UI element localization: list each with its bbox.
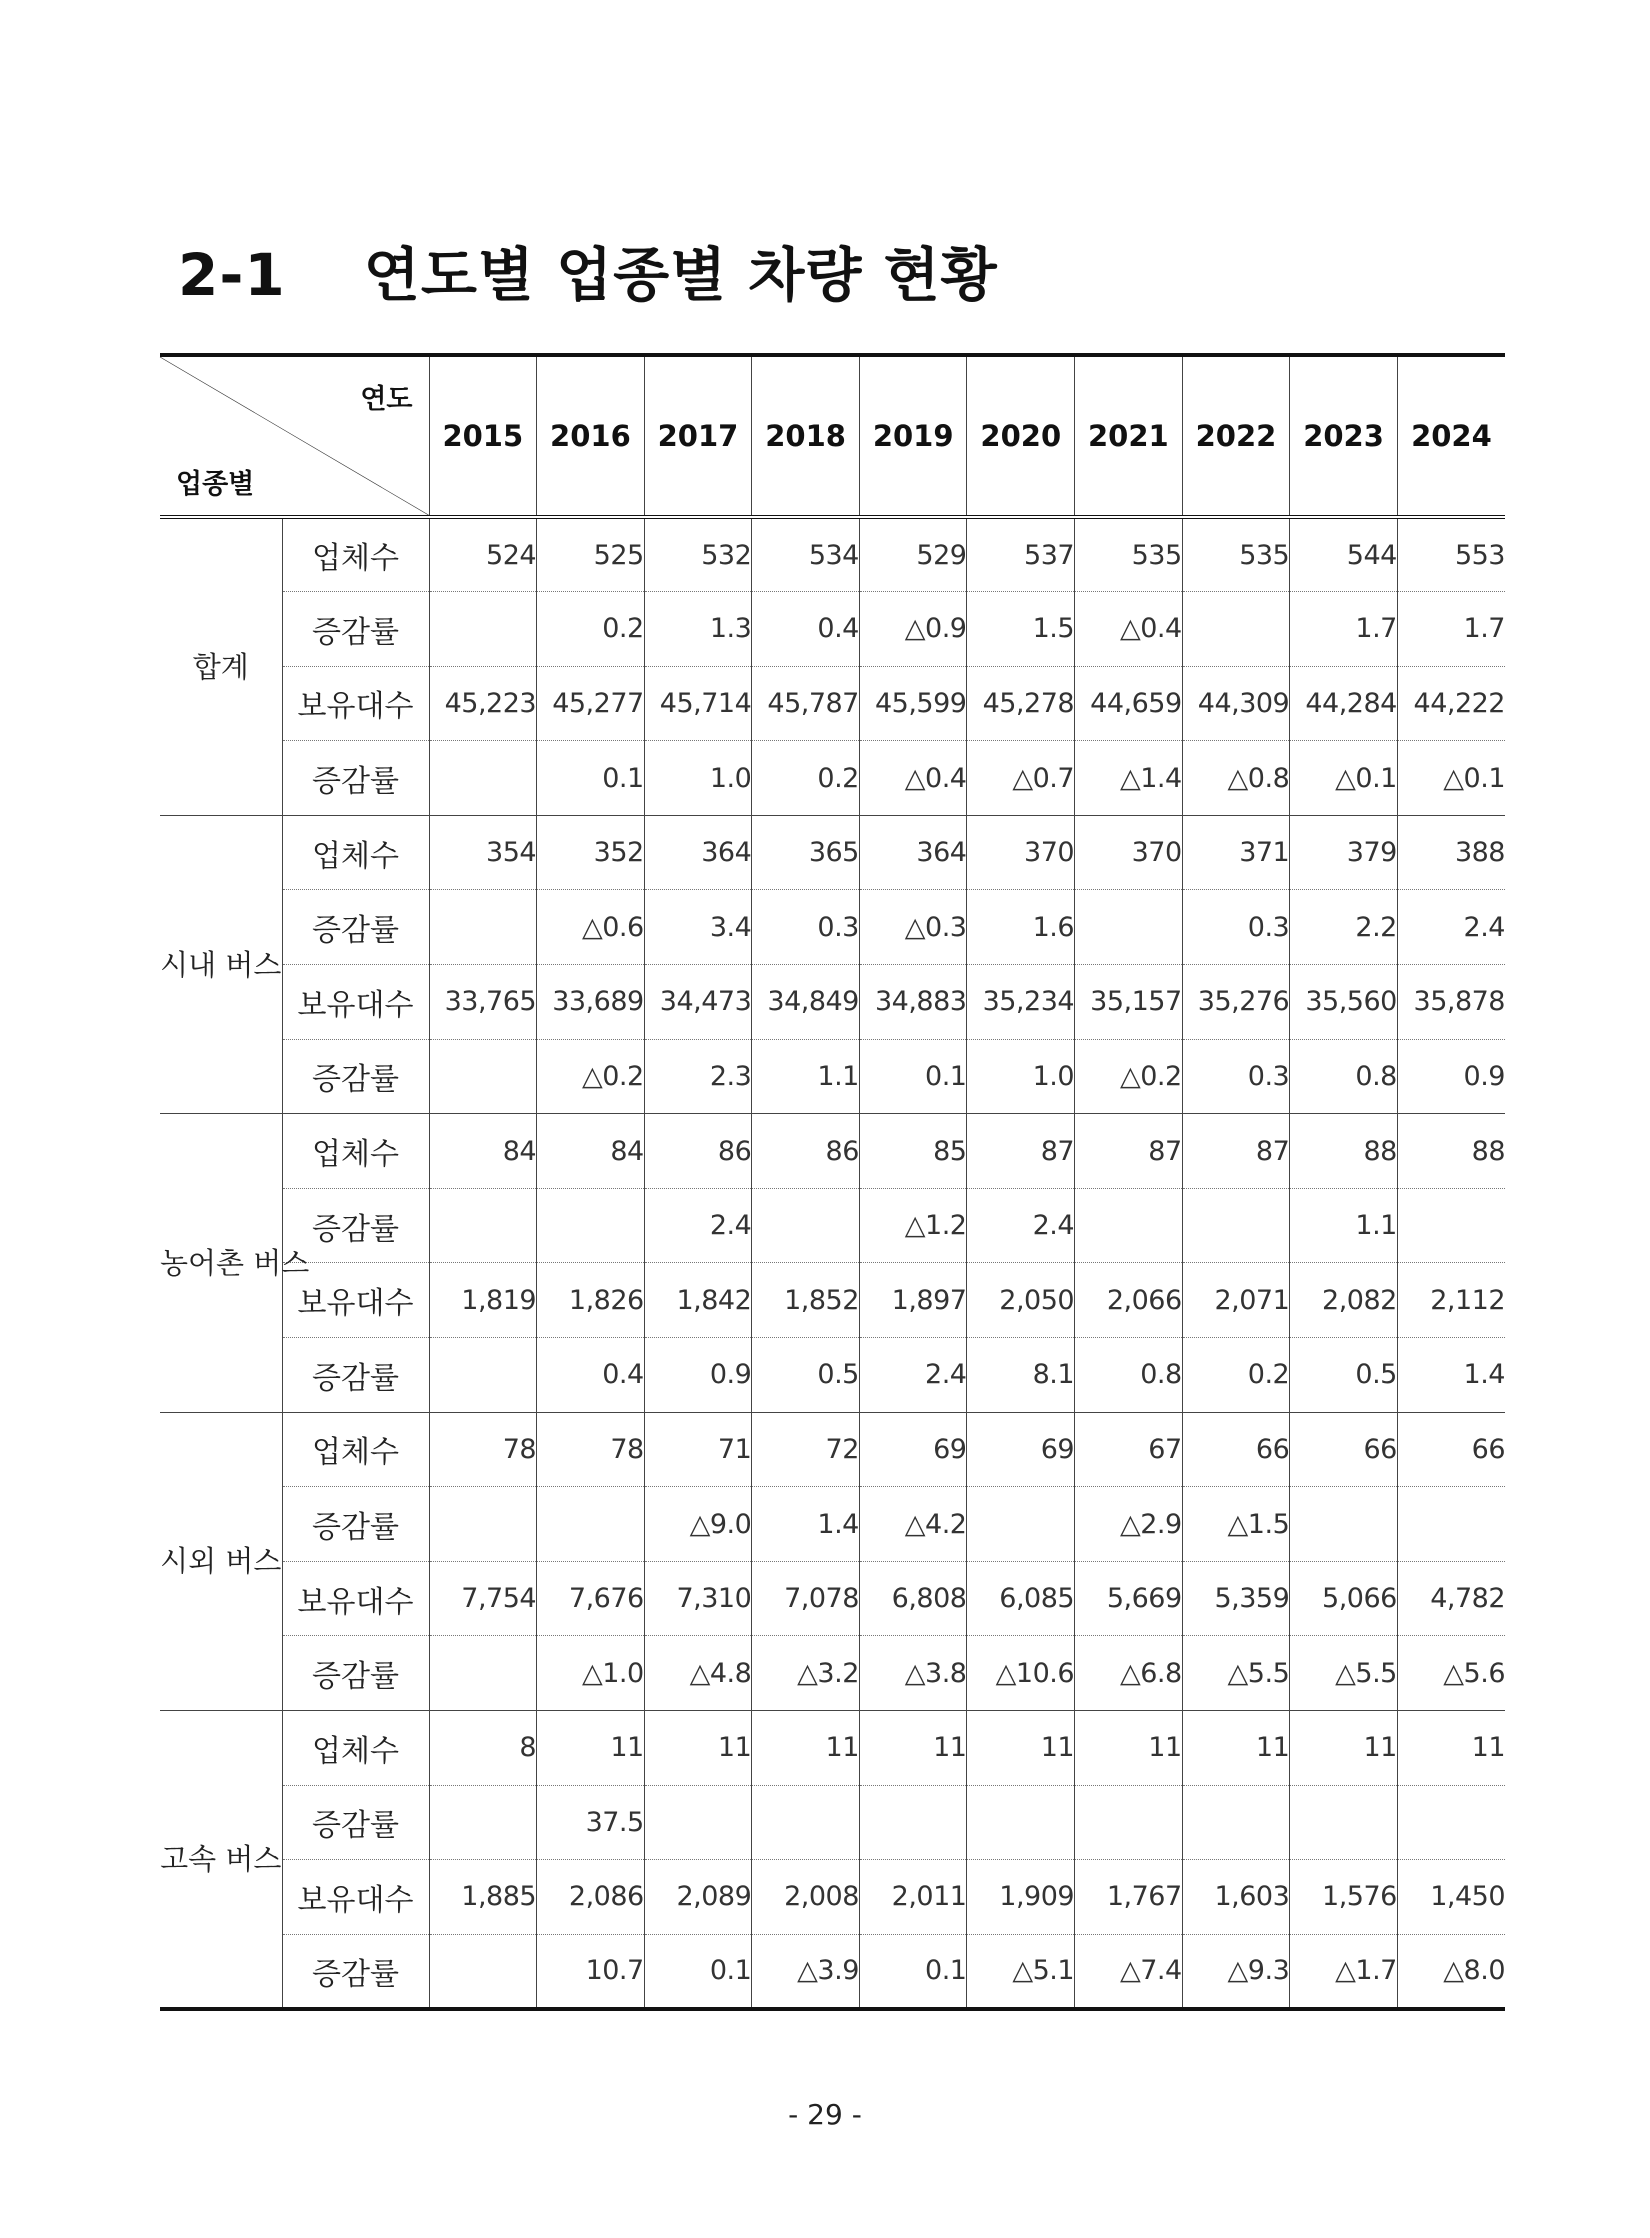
value-cell — [1397, 1487, 1505, 1562]
value-cell — [1397, 1785, 1505, 1860]
value-cell: 2,112 — [1397, 1263, 1505, 1338]
value-cell: 532 — [644, 517, 752, 592]
value-cell: 11 — [537, 1711, 645, 1786]
value-cell: △5.1 — [967, 1934, 1075, 2009]
vehicle-stats-table — [160, 353, 1505, 2011]
table-row — [160, 1039, 1505, 1114]
value-cell — [1290, 1487, 1398, 1562]
value-cell: 1.0 — [967, 1039, 1075, 1114]
metric-label: 업체수 — [282, 1711, 429, 1786]
value-cell: △4.2 — [859, 1487, 967, 1562]
value-cell: △0.9 — [859, 592, 967, 667]
value-cell: 1.6 — [967, 890, 1075, 965]
value-cell — [429, 1636, 537, 1711]
value-cell: 2,071 — [1182, 1263, 1290, 1338]
value-cell: △3.8 — [859, 1636, 967, 1711]
value-cell — [429, 1934, 537, 2009]
value-cell: 1,576 — [1290, 1860, 1398, 1935]
value-cell — [537, 1487, 645, 1562]
value-cell: 2,086 — [537, 1860, 645, 1935]
value-cell: 7,310 — [644, 1561, 752, 1636]
value-cell: △1.2 — [859, 1188, 967, 1263]
value-cell: 2.4 — [1397, 890, 1505, 965]
metric-label: 증감률 — [282, 1934, 429, 2009]
year-header: 2016 — [537, 355, 645, 517]
metric-label: 보유대수 — [282, 1263, 429, 1338]
value-cell — [429, 1487, 537, 1562]
value-cell: 352 — [537, 815, 645, 890]
value-cell: 44,659 — [1075, 666, 1183, 741]
value-cell: 88 — [1290, 1114, 1398, 1189]
value-cell: △1.4 — [1075, 741, 1183, 816]
value-cell: 69 — [967, 1412, 1075, 1487]
table-row — [160, 1860, 1505, 1935]
table-row — [160, 1114, 1505, 1189]
value-cell: 370 — [1075, 815, 1183, 890]
value-cell: 6,808 — [859, 1561, 967, 1636]
value-cell: 71 — [644, 1412, 752, 1487]
section-title: 연도별 업종별 차량 현황 — [363, 241, 998, 309]
value-cell: 45,599 — [859, 666, 967, 741]
value-cell: 1,826 — [537, 1263, 645, 1338]
value-cell: 7,754 — [429, 1561, 537, 1636]
value-cell: 87 — [967, 1114, 1075, 1189]
value-cell: 11 — [1182, 1711, 1290, 1786]
value-cell: 45,277 — [537, 666, 645, 741]
industry-group — [160, 1711, 1505, 2009]
year-header: 2020 — [967, 355, 1075, 517]
industry-group-label: 고속 버스 — [160, 1711, 282, 2009]
year-header: 2017 — [644, 355, 752, 517]
value-cell: 0.1 — [859, 1039, 967, 1114]
value-cell: △0.8 — [1182, 741, 1290, 816]
value-cell — [967, 1785, 1075, 1860]
value-cell: 365 — [752, 815, 860, 890]
value-cell: 84 — [537, 1114, 645, 1189]
value-cell: △9.3 — [1182, 1934, 1290, 2009]
metric-label: 업체수 — [282, 815, 429, 890]
value-cell: 4,782 — [1397, 1561, 1505, 1636]
value-cell: 2.3 — [644, 1039, 752, 1114]
value-cell: 1,819 — [429, 1263, 537, 1338]
value-cell: △3.9 — [752, 1934, 860, 2009]
value-cell: 379 — [1290, 815, 1398, 890]
value-cell: △10.6 — [967, 1636, 1075, 1711]
value-cell: 0.4 — [752, 592, 860, 667]
metric-label: 증감률 — [282, 1338, 429, 1413]
metric-label: 보유대수 — [282, 1860, 429, 1935]
value-cell: 34,849 — [752, 965, 860, 1040]
value-cell: 2.4 — [967, 1188, 1075, 1263]
metric-label: 업체수 — [282, 517, 429, 592]
value-cell: △5.5 — [1182, 1636, 1290, 1711]
value-cell — [429, 890, 537, 965]
value-cell — [429, 1039, 537, 1114]
value-cell: 44,284 — [1290, 666, 1398, 741]
value-cell: 2,066 — [1075, 1263, 1183, 1338]
metric-label: 보유대수 — [282, 965, 429, 1040]
value-cell: 534 — [752, 517, 860, 592]
header-row — [160, 355, 1505, 517]
value-cell: △0.1 — [1290, 741, 1398, 816]
value-cell: 69 — [859, 1412, 967, 1487]
value-cell: 78 — [537, 1412, 645, 1487]
value-cell: 86 — [644, 1114, 752, 1189]
value-cell: 1,603 — [1182, 1860, 1290, 1935]
value-cell — [859, 1785, 967, 1860]
value-cell: 35,560 — [1290, 965, 1398, 1040]
value-cell: 66 — [1397, 1412, 1505, 1487]
value-cell: 2,050 — [967, 1263, 1075, 1338]
value-cell: 1,450 — [1397, 1860, 1505, 1935]
value-cell: 7,676 — [537, 1561, 645, 1636]
value-cell: △3.2 — [752, 1636, 860, 1711]
value-cell: 45,714 — [644, 666, 752, 741]
value-cell: △0.1 — [1397, 741, 1505, 816]
table-row — [160, 517, 1505, 592]
value-cell: 2,082 — [1290, 1263, 1398, 1338]
value-cell: 78 — [429, 1412, 537, 1487]
industry-group-label: 농어촌 버스 — [160, 1114, 282, 1412]
value-cell — [752, 1188, 860, 1263]
value-cell: 72 — [752, 1412, 860, 1487]
table-row — [160, 1561, 1505, 1636]
metric-label: 증감률 — [282, 592, 429, 667]
metric-label: 증감률 — [282, 1188, 429, 1263]
value-cell — [429, 1188, 537, 1263]
industry-group-label: 시내 버스 — [160, 815, 282, 1113]
value-cell: 354 — [429, 815, 537, 890]
value-cell: 33,765 — [429, 965, 537, 1040]
value-cell — [1290, 1785, 1398, 1860]
value-cell — [1075, 1188, 1183, 1263]
industry-group-label: 시외 버스 — [160, 1412, 282, 1710]
value-cell: 87 — [1075, 1114, 1183, 1189]
value-cell: 11 — [1290, 1711, 1398, 1786]
table-row — [160, 815, 1505, 890]
value-cell: △0.2 — [1075, 1039, 1183, 1114]
metric-label: 증감률 — [282, 1636, 429, 1711]
value-cell: 544 — [1290, 517, 1398, 592]
corner-header-cell — [160, 355, 429, 517]
value-cell: 67 — [1075, 1412, 1183, 1487]
table-row — [160, 666, 1505, 741]
value-cell: 535 — [1182, 517, 1290, 592]
value-cell: 1,842 — [644, 1263, 752, 1338]
value-cell: 1,897 — [859, 1263, 967, 1338]
value-cell: 45,223 — [429, 666, 537, 741]
value-cell — [429, 1338, 537, 1413]
year-header: 2023 — [1290, 355, 1398, 517]
value-cell: 45,278 — [967, 666, 1075, 741]
value-cell: 45,787 — [752, 666, 860, 741]
value-cell: 35,234 — [967, 965, 1075, 1040]
year-axis-label: 연도 — [360, 384, 413, 415]
value-cell: 0.4 — [537, 1338, 645, 1413]
industry-axis-label: 업종별 — [176, 469, 255, 500]
value-cell: 1,909 — [967, 1860, 1075, 1935]
value-cell: 35,276 — [1182, 965, 1290, 1040]
value-cell: △0.4 — [1075, 592, 1183, 667]
industry-group — [160, 815, 1505, 1113]
value-cell — [1182, 1785, 1290, 1860]
value-cell: △0.7 — [967, 741, 1075, 816]
value-cell: 1,767 — [1075, 1860, 1183, 1935]
value-cell: 8.1 — [967, 1338, 1075, 1413]
value-cell: 1.7 — [1290, 592, 1398, 667]
value-cell: 0.2 — [752, 741, 860, 816]
value-cell: 0.5 — [752, 1338, 860, 1413]
year-header: 2024 — [1397, 355, 1505, 517]
value-cell: 11 — [967, 1711, 1075, 1786]
value-cell: △1.7 — [1290, 1934, 1398, 2009]
value-cell: 2,008 — [752, 1860, 860, 1935]
table-row — [160, 1263, 1505, 1338]
value-cell: △0.6 — [537, 890, 645, 965]
value-cell: 553 — [1397, 517, 1505, 592]
value-cell: 5,359 — [1182, 1561, 1290, 1636]
value-cell — [1182, 1188, 1290, 1263]
value-cell: 88 — [1397, 1114, 1505, 1189]
value-cell: 1.7 — [1397, 592, 1505, 667]
value-cell: 11 — [644, 1711, 752, 1786]
value-cell: 2.4 — [859, 1338, 967, 1413]
value-cell: 11 — [859, 1711, 967, 1786]
value-cell — [429, 1785, 537, 1860]
metric-label: 증감률 — [282, 1785, 429, 1860]
year-header: 2015 — [429, 355, 537, 517]
value-cell: 2,011 — [859, 1860, 967, 1935]
value-cell: 1.1 — [1290, 1188, 1398, 1263]
value-cell: 3.4 — [644, 890, 752, 965]
value-cell: 44,222 — [1397, 666, 1505, 741]
industry-group — [160, 517, 1505, 815]
value-cell: △5.5 — [1290, 1636, 1398, 1711]
value-cell: 86 — [752, 1114, 860, 1189]
value-cell: 2.2 — [1290, 890, 1398, 965]
table-row — [160, 1188, 1505, 1263]
value-cell: 1.4 — [1397, 1338, 1505, 1413]
value-cell — [644, 1785, 752, 1860]
value-cell: 1.4 — [752, 1487, 860, 1562]
value-cell: 2.4 — [644, 1188, 752, 1263]
metric-label: 보유대수 — [282, 666, 429, 741]
value-cell: 0.1 — [859, 1934, 967, 2009]
value-cell: 6,085 — [967, 1561, 1075, 1636]
value-cell: △0.4 — [859, 741, 967, 816]
value-cell: 33,689 — [537, 965, 645, 1040]
value-cell: 364 — [644, 815, 752, 890]
year-header: 2018 — [752, 355, 860, 517]
value-cell: 1.1 — [752, 1039, 860, 1114]
year-header: 2019 — [859, 355, 967, 517]
value-cell: 10.7 — [537, 1934, 645, 2009]
metric-label: 업체수 — [282, 1114, 429, 1189]
value-cell: 0.3 — [1182, 890, 1290, 965]
table-row — [160, 965, 1505, 1040]
value-cell: 525 — [537, 517, 645, 592]
value-cell: △7.4 — [1075, 1934, 1183, 2009]
value-cell — [537, 1188, 645, 1263]
value-cell: 524 — [429, 517, 537, 592]
industry-group-label: 합계 — [160, 517, 282, 815]
value-cell: 0.8 — [1075, 1338, 1183, 1413]
industry-group — [160, 1114, 1505, 1412]
value-cell: 0.2 — [537, 592, 645, 667]
year-header: 2022 — [1182, 355, 1290, 517]
value-cell: 1.0 — [644, 741, 752, 816]
page-title — [178, 228, 998, 312]
value-cell: 0.3 — [752, 890, 860, 965]
value-cell: △2.9 — [1075, 1487, 1183, 1562]
page-number: - 29 - — [788, 2098, 862, 2131]
value-cell: 66 — [1182, 1412, 1290, 1487]
value-cell: 85 — [859, 1114, 967, 1189]
value-cell — [1075, 890, 1183, 965]
value-cell: 388 — [1397, 815, 1505, 890]
value-cell: 370 — [967, 815, 1075, 890]
value-cell: 35,157 — [1075, 965, 1183, 1040]
industry-group — [160, 1412, 1505, 1710]
value-cell: 537 — [967, 517, 1075, 592]
year-header: 2021 — [1075, 355, 1183, 517]
value-cell: △1.0 — [537, 1636, 645, 1711]
value-cell: 0.8 — [1290, 1039, 1398, 1114]
value-cell: 371 — [1182, 815, 1290, 890]
value-cell: 1,852 — [752, 1263, 860, 1338]
value-cell: △0.2 — [537, 1039, 645, 1114]
value-cell: 7,078 — [752, 1561, 860, 1636]
value-cell: 11 — [1397, 1711, 1505, 1786]
value-cell: 1.5 — [967, 592, 1075, 667]
value-cell — [429, 592, 537, 667]
table-row — [160, 1487, 1505, 1562]
value-cell: 0.5 — [1290, 1338, 1398, 1413]
table-row — [160, 1412, 1505, 1487]
value-cell: 44,309 — [1182, 666, 1290, 741]
value-cell: 35,878 — [1397, 965, 1505, 1040]
value-cell — [1397, 1188, 1505, 1263]
value-cell: △5.6 — [1397, 1636, 1505, 1711]
value-cell: 84 — [429, 1114, 537, 1189]
value-cell: 5,669 — [1075, 1561, 1183, 1636]
value-cell — [1075, 1785, 1183, 1860]
value-cell: 0.9 — [644, 1338, 752, 1413]
table-row — [160, 890, 1505, 965]
table-row — [160, 1338, 1505, 1413]
table-row — [160, 1636, 1505, 1711]
section-number: 2-1 — [178, 241, 286, 309]
metric-label: 보유대수 — [282, 1561, 429, 1636]
value-cell: 2,089 — [644, 1860, 752, 1935]
value-cell: 0.2 — [1182, 1338, 1290, 1413]
metric-label: 증감률 — [282, 1487, 429, 1562]
value-cell: 11 — [752, 1711, 860, 1786]
value-cell: △6.8 — [1075, 1636, 1183, 1711]
value-cell: 0.1 — [537, 741, 645, 816]
value-cell — [429, 741, 537, 816]
metric-label: 증감률 — [282, 1039, 429, 1114]
value-cell: 535 — [1075, 517, 1183, 592]
value-cell: 0.9 — [1397, 1039, 1505, 1114]
value-cell: 364 — [859, 815, 967, 890]
value-cell: △1.5 — [1182, 1487, 1290, 1562]
metric-label: 증감률 — [282, 890, 429, 965]
metric-label: 증감률 — [282, 741, 429, 816]
table-row — [160, 1934, 1505, 2009]
value-cell: △8.0 — [1397, 1934, 1505, 2009]
metric-label: 업체수 — [282, 1412, 429, 1487]
value-cell: 0.3 — [1182, 1039, 1290, 1114]
value-cell: 37.5 — [537, 1785, 645, 1860]
table-row — [160, 741, 1505, 816]
value-cell: 87 — [1182, 1114, 1290, 1189]
value-cell: 8 — [429, 1711, 537, 1786]
value-cell: 11 — [1075, 1711, 1183, 1786]
value-cell — [752, 1785, 860, 1860]
value-cell: 1,885 — [429, 1860, 537, 1935]
value-cell: 34,473 — [644, 965, 752, 1040]
value-cell: 1.3 — [644, 592, 752, 667]
value-cell: 66 — [1290, 1412, 1398, 1487]
value-cell: 5,066 — [1290, 1561, 1398, 1636]
value-cell: 34,883 — [859, 965, 967, 1040]
table-row — [160, 592, 1505, 667]
value-cell — [1182, 592, 1290, 667]
value-cell: △4.8 — [644, 1636, 752, 1711]
table-row — [160, 1711, 1505, 1786]
value-cell: △9.0 — [644, 1487, 752, 1562]
value-cell: 529 — [859, 517, 967, 592]
value-cell: 0.1 — [644, 1934, 752, 2009]
value-cell — [967, 1487, 1075, 1562]
table-row — [160, 1785, 1505, 1860]
value-cell: △0.3 — [859, 890, 967, 965]
